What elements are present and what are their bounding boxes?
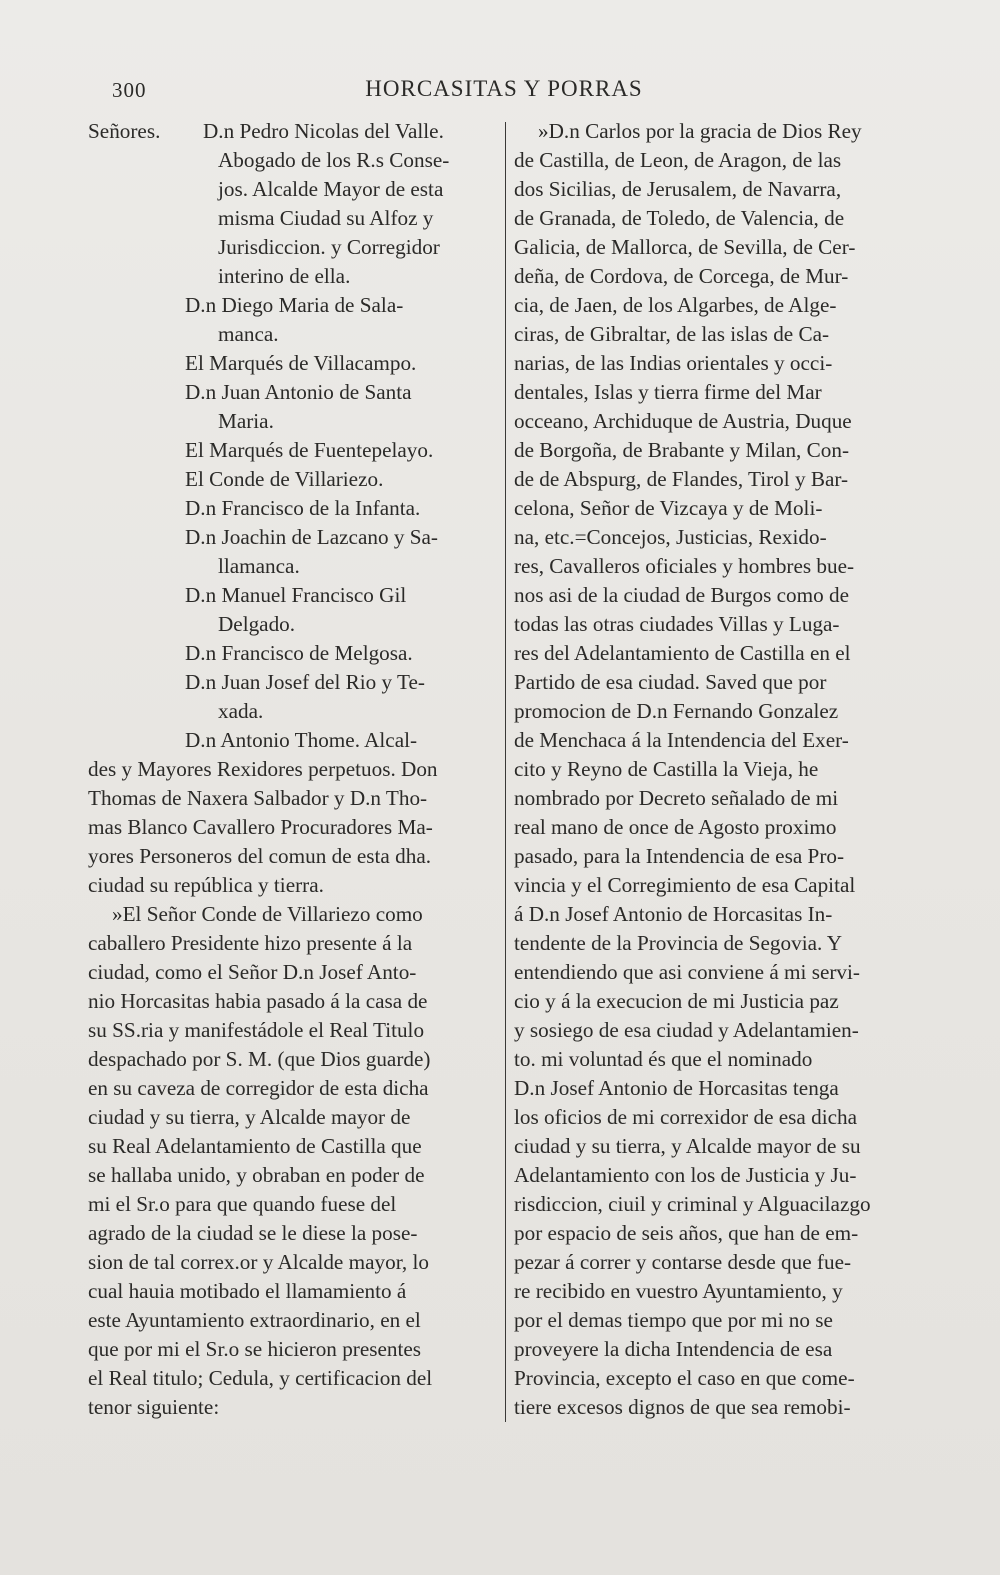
text-line: cual hauia motibado el llamamiento á [88, 1279, 407, 1303]
text-line [88, 117, 498, 146]
text-line: D.n Diego Maria de Sala- [185, 293, 404, 317]
text-line: re recibido en vuestro Ayuntamiento, y [514, 1279, 843, 1303]
text-line: de Menchaca á la Intendencia del Exer- [514, 728, 849, 752]
text-line: dentales, Islas y tierra firme del Mar [514, 380, 822, 404]
text-line: real mano de once de Agosto proximo [514, 815, 837, 839]
line-text: D.n Pedro Nicolas del Valle. [203, 119, 444, 143]
text-line: »El Señor Conde de Villariezo como [112, 902, 423, 926]
text-line: nio Horcasitas habia pasado á la casa de [88, 989, 428, 1013]
text-line: El Marqués de Fuentepelayo. [185, 438, 434, 462]
text-line: tiere excesos dignos de que sea remobi- [514, 1395, 851, 1419]
text-line: res del Adelantamiento de Castilla en el [514, 641, 851, 665]
text-line: agrado de la ciudad se le diese la pose- [88, 1221, 418, 1245]
text-line: dos Sicilias, de Jerusalem, de Navarra, [514, 177, 842, 201]
text-line: promocion de D.n Fernando Gonzalez [514, 699, 839, 723]
text-line: El Marqués de Villacampo. [185, 351, 417, 375]
text-line: entendiendo que asi conviene á mi servi- [514, 960, 860, 984]
text-line: su Real Adelantamiento de Castilla que [88, 1134, 422, 1158]
margin-label: Señores. [88, 119, 161, 143]
text-line: mas Blanco Cavallero Procuradores Ma- [88, 815, 433, 839]
text-line: D.n Manuel Francisco Gil [185, 583, 407, 607]
column-divider [505, 122, 506, 1422]
text-line: Jurisdiccion. y Corregidor [218, 235, 440, 259]
text-line: que por mi el Sr.o se hicieron presentes [88, 1337, 422, 1361]
text-line: D.n Francisco de la Infanta. [185, 496, 421, 520]
text-line: caballero Presidente hizo presente á la [88, 931, 413, 955]
text-line: risdiccion, ciuil y criminal y Alguacilazgo [514, 1192, 871, 1216]
left-column [88, 117, 498, 1422]
running-head: HORCASITAS Y PORRAS [365, 76, 643, 101]
text-line: interino de ella. [218, 264, 351, 288]
text-line: tenor siguiente: [88, 1395, 220, 1419]
text-line: pasado, para la Intendencia de esa Pro- [514, 844, 845, 868]
text-line: D.n Joachin de Lazcano y Sa- [185, 525, 438, 549]
text-line: Delgado. [218, 612, 296, 636]
text-line: llamanca. [218, 554, 300, 578]
text-line: jos. Alcalde Mayor de esta [218, 177, 444, 201]
text-line: proveyere la dicha Intendencia de esa [514, 1337, 833, 1361]
text-line: el Real titulo; Cedula, y certificacion del [88, 1366, 433, 1390]
text-line: su SS.ria y manifestádole el Real Titulo [88, 1018, 425, 1042]
text-line: Thomas de Naxera Salbador y D.n Tho- [88, 786, 428, 810]
text-line: Abogado de los R.s Conse- [218, 148, 450, 172]
text-line: Partido de esa ciudad. Saved que por [514, 670, 827, 694]
text-line: vincia y el Corregimiento de esa Capital [514, 873, 856, 897]
text-line: cio y á la execucion de mi Justicia paz [514, 989, 839, 1013]
text-line: ciudad su república y tierra. [88, 873, 324, 897]
text-line: El Conde de Villariezo. [185, 467, 384, 491]
text-line: D.n Antonio Thome. Alcal- [185, 728, 418, 752]
text-line: todas las otras ciudades Villas y Luga- [514, 612, 840, 636]
text-line: D.n Juan Antonio de Santa [185, 380, 412, 404]
text-line: xada. [218, 699, 264, 723]
text-line: D.n Josef Antonio de Horcasitas tenga [514, 1076, 839, 1100]
text-line: por el demas tiempo que por mi no se [514, 1308, 833, 1332]
text-line: occeano, Archiduque de Austria, Duque [514, 409, 852, 433]
text-line: Adelantamiento con los de Justicia y Ju- [514, 1163, 857, 1187]
text-line: por espacio de seis años, que han de em- [514, 1221, 859, 1245]
text-line: misma Ciudad su Alfoz y [218, 206, 434, 230]
text-line: de Castilla, de Leon, de Aragon, de las [514, 148, 842, 172]
text-line: despachado por S. M. (que Dios guarde) [88, 1047, 431, 1071]
text-line: nombrado por Decreto señalado de mi [514, 786, 839, 810]
text-line: Maria. [218, 409, 274, 433]
text-line: los oficios de mi correxidor de esa dicha [514, 1105, 858, 1129]
text-line: manca. [218, 322, 279, 346]
text-line: ciudad y su tierra, y Alcalde mayor de su [514, 1134, 861, 1158]
text-line: se hallaba unido, y obraban en poder de [88, 1163, 425, 1187]
text-line: yores Personeros del comun de esta dha. [88, 844, 432, 868]
text-line: narias, de las Indias orientales y occi- [514, 351, 833, 375]
text-line: »D.n Carlos por la gracia de Dios Rey [538, 119, 862, 143]
text-line: de de Abspurg, de Flandes, Tirol y Bar- [514, 467, 849, 491]
text-line: ciudad y su tierra, y Alcalde mayor de [88, 1105, 411, 1129]
text-line: des y Mayores Rexidores perpetuos. Don [88, 757, 438, 781]
text-line: D.n Juan Josef del Rio y Te- [185, 670, 425, 694]
page-number: 300 [112, 78, 147, 102]
text-line: cia, de Jaen, de los Algarbes, de Alge- [514, 293, 837, 317]
text-line: Galicia, de Mallorca, de Sevilla, de Cer- [514, 235, 856, 259]
text-line: ciras, de Gibraltar, de las islas de Ca- [514, 322, 830, 346]
text-line: y sosiego de esa ciudad y Adelantamien- [514, 1018, 859, 1042]
text-line: á D.n Josef Antonio de Horcasitas In- [514, 902, 833, 926]
text-line: nos asi de la ciudad de Burgos como de [514, 583, 850, 607]
text-line: tendente de la Provincia de Segovia. Y [514, 931, 843, 955]
text-line: en su caveza de corregidor de esta dicha [88, 1076, 429, 1100]
text-line: sion de tal correx.or y Alcalde mayor, lo [88, 1250, 429, 1274]
text-line: ciudad, como el Señor D.n Josef Anto- [88, 960, 417, 984]
right-column [514, 117, 926, 1422]
text-line: Provincia, excepto el caso en que come- [514, 1366, 855, 1390]
text-line: deña, de Cordova, de Corcega, de Mur- [514, 264, 849, 288]
text-line: este Ayuntamiento extraordinario, en el [88, 1308, 421, 1332]
text-line: to. mi voluntad és que el nominado [514, 1047, 813, 1071]
text-line: de Borgoña, de Brabante y Milan, Con- [514, 438, 850, 462]
text-line: na, etc.=Concejos, Justicias, Rexido- [514, 525, 827, 549]
text-line: res, Cavalleros oficiales y hombres bue- [514, 554, 855, 578]
text-line: celona, Señor de Vizcaya y de Moli- [514, 496, 823, 520]
text-line: pezar á correr y contarse desde que fue- [514, 1250, 852, 1274]
text-line: mi el Sr.o para que quando fuese del [88, 1192, 397, 1216]
text-line: de Granada, de Toledo, de Valencia, de [514, 206, 845, 230]
text-line: D.n Francisco de Melgosa. [185, 641, 413, 665]
text-line: cito y Reyno de Castilla la Vieja, he [514, 757, 819, 781]
